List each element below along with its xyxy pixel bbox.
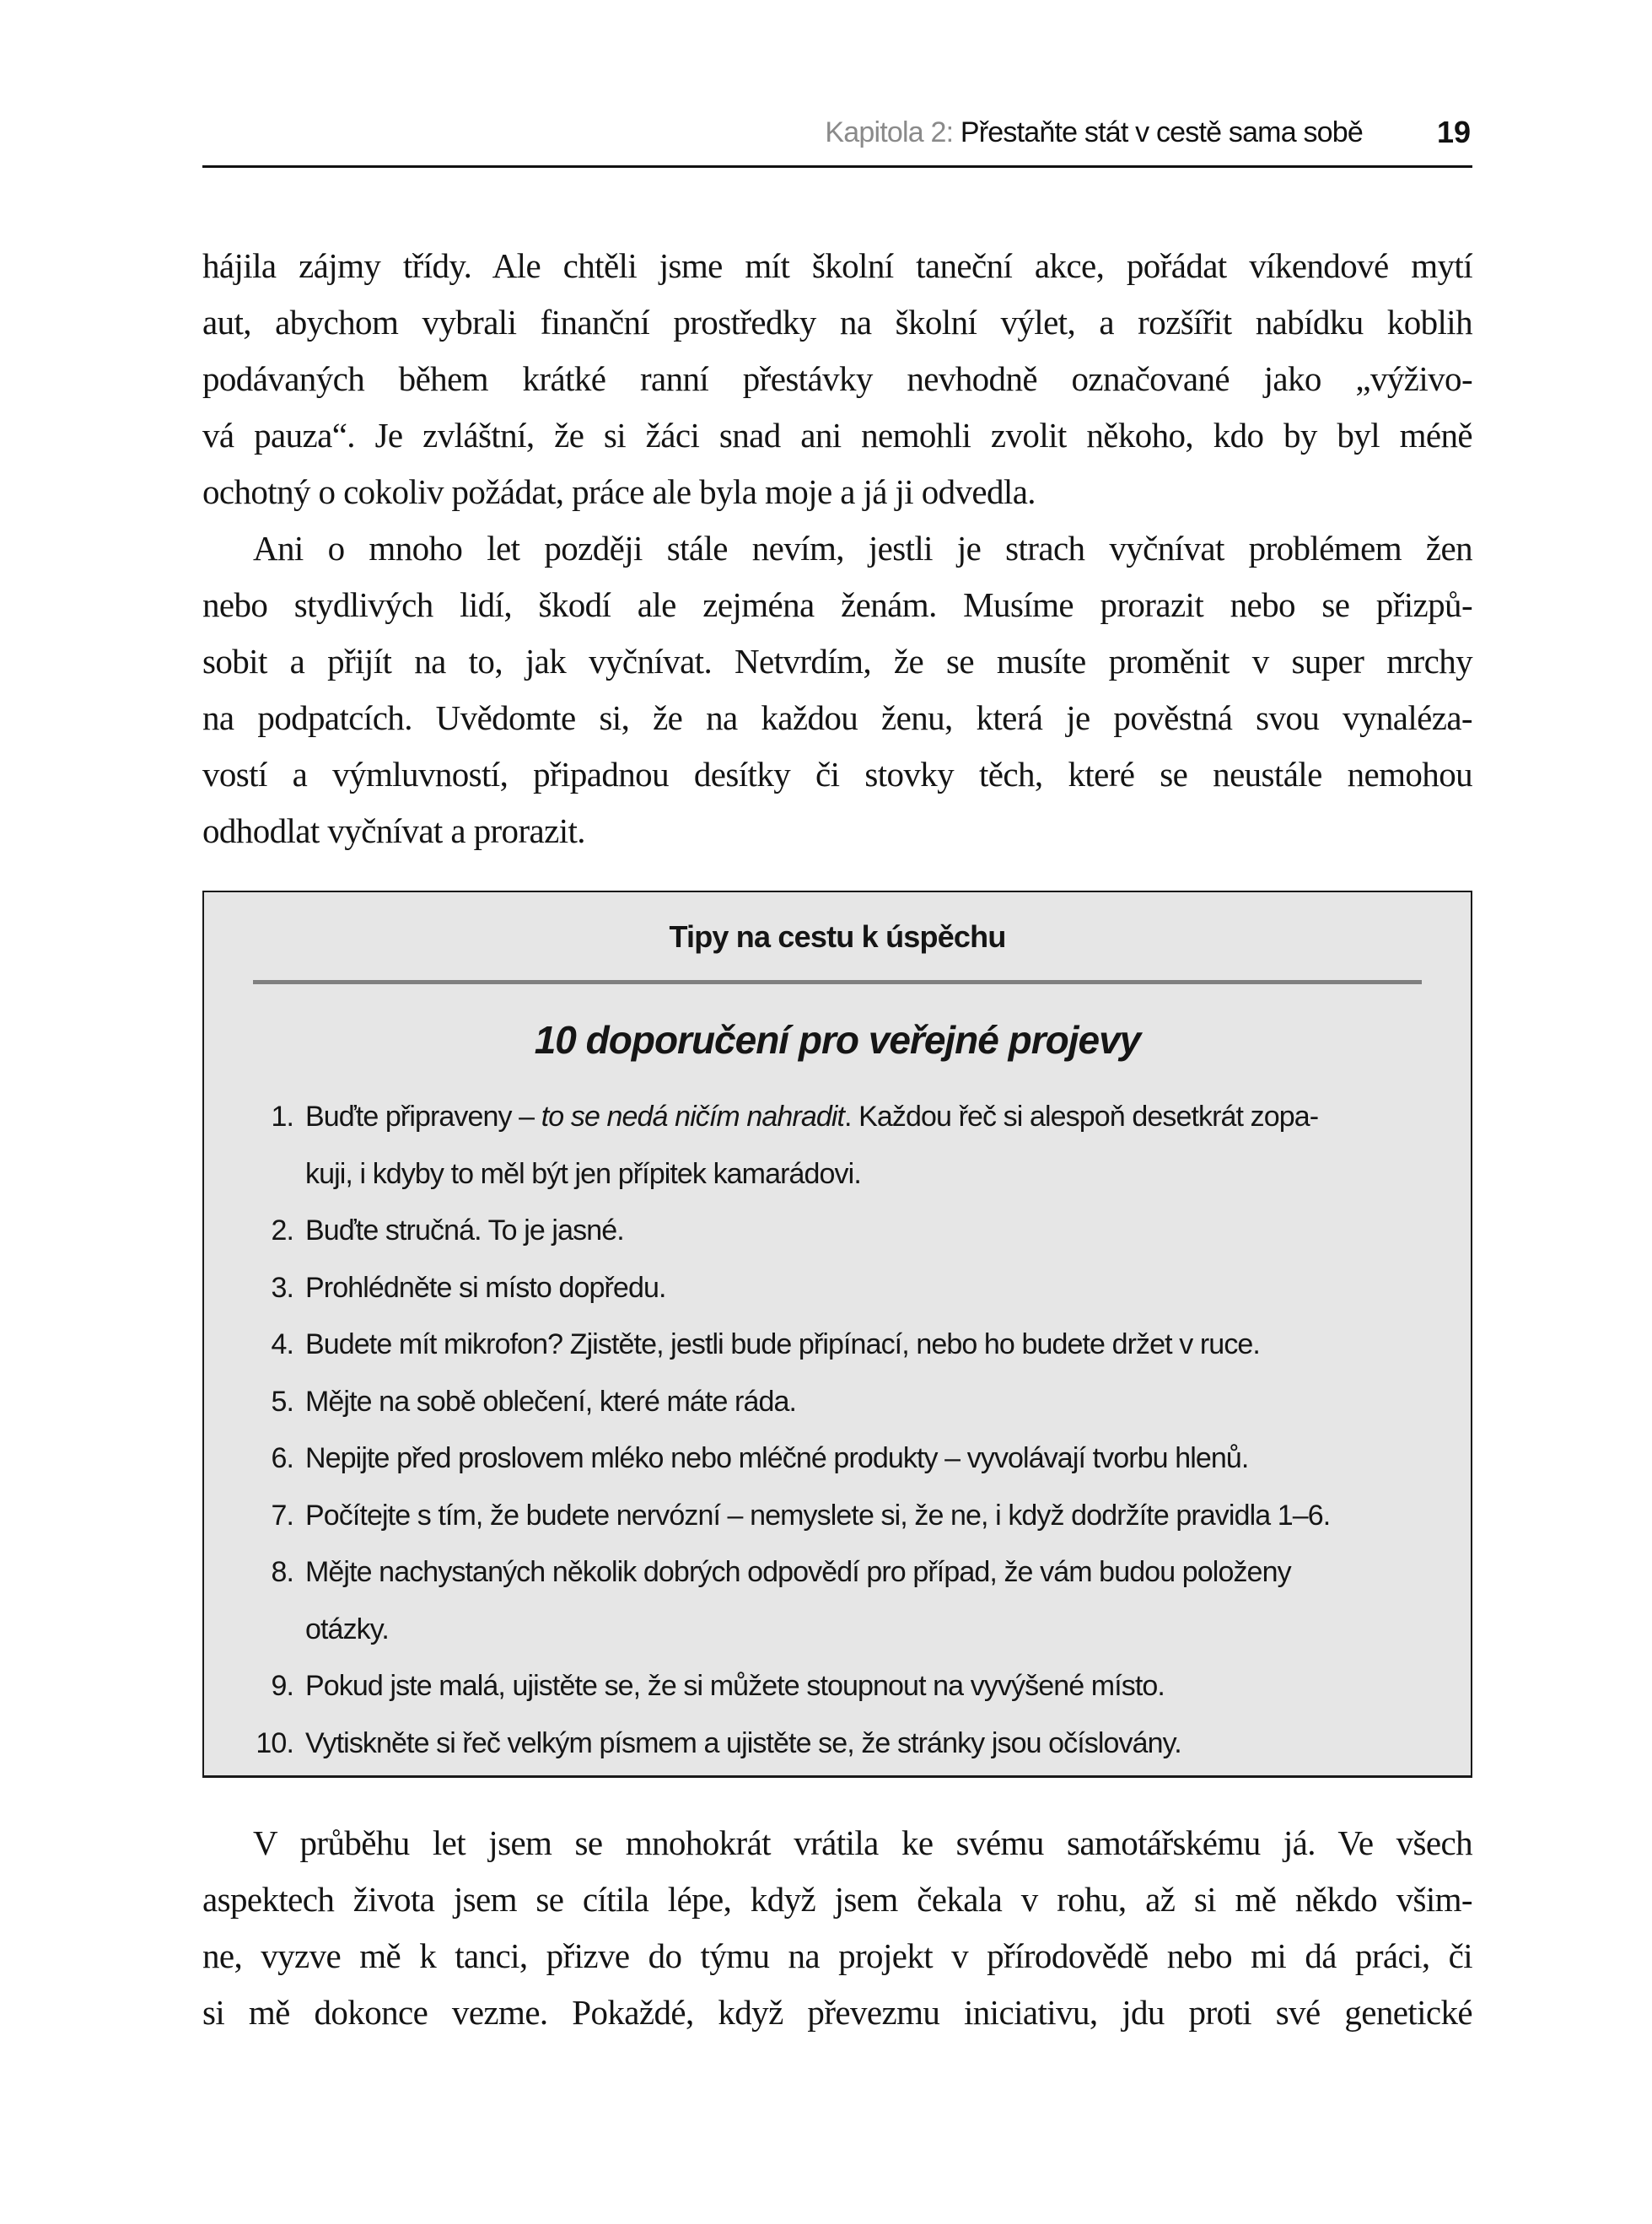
list-item [204, 1488, 1471, 1545]
list-item [204, 1658, 1471, 1715]
box-title: 10 doporučení pro veřejné projevy [534, 1018, 1141, 1062]
text-line: vá pauza“. Je zvláštní, že si žáci snad ani nemohli zvolit někoho, kdo by byl méně [202, 416, 1472, 455]
list-number: 2. [271, 1214, 293, 1247]
list-item-text: Prohlédněte si místo dopředu. [305, 1271, 666, 1304]
list-number: 7. [271, 1499, 293, 1532]
list-item [204, 1544, 1471, 1602]
list-item-text: Mějte nachystaných několik dobrých odpovědí pro případ, že vám budou položeny [305, 1556, 1291, 1588]
list-item-text [305, 1089, 1318, 1146]
list-item [204, 1317, 1471, 1374]
list-number: 5. [271, 1385, 293, 1418]
text-line: hájila zájmy třídy. Ale chtěli jsme mít školní taneční akce, pořádat víkendové mytí [202, 246, 1472, 285]
box-kicker: Tipy na cestu k úspěchu [669, 919, 1006, 954]
list-item-continuation [204, 1602, 1471, 1659]
running-head [202, 108, 1472, 167]
text-line: V průběhu let jsem se mnohokrát vrátila ke svému samotářskému já. Ve všech [253, 1823, 1472, 1862]
list-item-text: kuji, i kdyby to měl být jen přípitek kamarádovi. [305, 1157, 861, 1190]
paragraph [202, 1815, 1472, 2041]
list-number: 6. [271, 1442, 293, 1474]
page-number: 19 [1436, 115, 1471, 149]
list-number: 9. [271, 1670, 293, 1702]
list-item-text: Mějte na sobě oblečení, které máte ráda. [305, 1385, 797, 1418]
text-line: nebo stydlivých lidí, škodí ale zejména ženám. Musíme prorazit nebo se přizpů- [202, 585, 1472, 624]
text-line: ochotný o cokoliv požádat, práce ale byla moje a já ji odvedla. [202, 472, 1036, 511]
emphasis-text: to se nedá ničím nahradit [541, 1101, 845, 1133]
text-line: Ani o mnoho let později stále nevím, jestli je strach vyčnívat problémem žen [253, 529, 1472, 568]
text-line: na podpatcích. Uvědomte si, že na každou ženu, která je pověstná svou vynaléza- [202, 698, 1472, 737]
text-run: . Každou řeč si alespoň desetkrát zopa- [844, 1101, 1319, 1133]
text-line: si mě dokonce vezme. Pokaždé, když převezmu iniciativu, jdu proti své genetické [202, 1993, 1472, 2032]
text-line: vostí a výmluvností, připadnou desítky či stovky těch, které se neustále nemohou [202, 755, 1472, 794]
body-text-bottom [202, 1815, 1472, 2041]
text-line: odhodlat vyčnívat a prorazit. [202, 811, 585, 850]
text-line: ne, vyzve mě k tanci, přizve do týmu na projekt v přírodovědě nebo mi dá práci, či [202, 1936, 1472, 1975]
header-rule [202, 165, 1472, 168]
list-item-text: otázky. [305, 1613, 389, 1645]
list-item [204, 1430, 1471, 1488]
box-divider [253, 980, 1422, 984]
tips-list [204, 1089, 1471, 1772]
list-item-text: Pokud jste malá, ujistěte se, že si můžete stoupnout na vyvýšené místo. [305, 1670, 1165, 1702]
tips-sidebar-box [202, 891, 1472, 1778]
text-line: aspektech života jsem se cítila lépe, když jsem čekala v rohu, až si mě někdo všim- [202, 1880, 1472, 1919]
list-item-text: Počítejte s tím, že budete nervózní – nemyslete si, že ne, i když dodržíte pravidla 1–6. [305, 1499, 1331, 1532]
list-item-text: Buďte stručná. To je jasné. [305, 1214, 624, 1247]
list-item [204, 1260, 1471, 1317]
paragraph [202, 520, 1472, 859]
list-number: 3. [271, 1271, 293, 1304]
list-number: 1. [271, 1101, 293, 1133]
text-line: sobit a přijít na to, jak vyčnívat. Netvrdím, že se musíte proměnit v super mrchy [202, 642, 1472, 681]
paragraph [202, 238, 1472, 520]
text-line: aut, abychom vybrali finanční prostředky na školní výlet, a rozšířit nabídku koblih [202, 303, 1472, 342]
list-item [204, 1374, 1471, 1431]
list-item [204, 1203, 1471, 1260]
list-item-text: Vytiskněte si řeč velkým písmem a ujistěte se, že stránky jsou očíslovány. [305, 1726, 1181, 1759]
chapter-label: Kapitola 2: [825, 116, 954, 148]
body-text-top [202, 238, 1472, 859]
text-run: Buďte připraveny – [305, 1101, 541, 1133]
list-item-text: Nepijte před proslovem mléko nebo mléčné produkty – vyvolávají tvorbu hlenů. [305, 1442, 1249, 1474]
list-number: 4. [271, 1328, 293, 1360]
list-item-text: Budete mít mikrofon? Zjistěte, jestli bude připínací, nebo ho budete držet v ruce. [305, 1328, 1260, 1360]
list-item [204, 1089, 1471, 1146]
running-head-title [825, 116, 1363, 149]
list-item [204, 1715, 1471, 1773]
list-number: 8. [271, 1556, 293, 1588]
chapter-title: Přestaňte stát v cestě sama sobě [960, 116, 1363, 148]
list-item-continuation [204, 1146, 1471, 1204]
list-number: 10. [256, 1726, 293, 1759]
text-line: podávaných během krátké ranní přestávky nevhodně označované jako „výživo- [202, 359, 1472, 398]
